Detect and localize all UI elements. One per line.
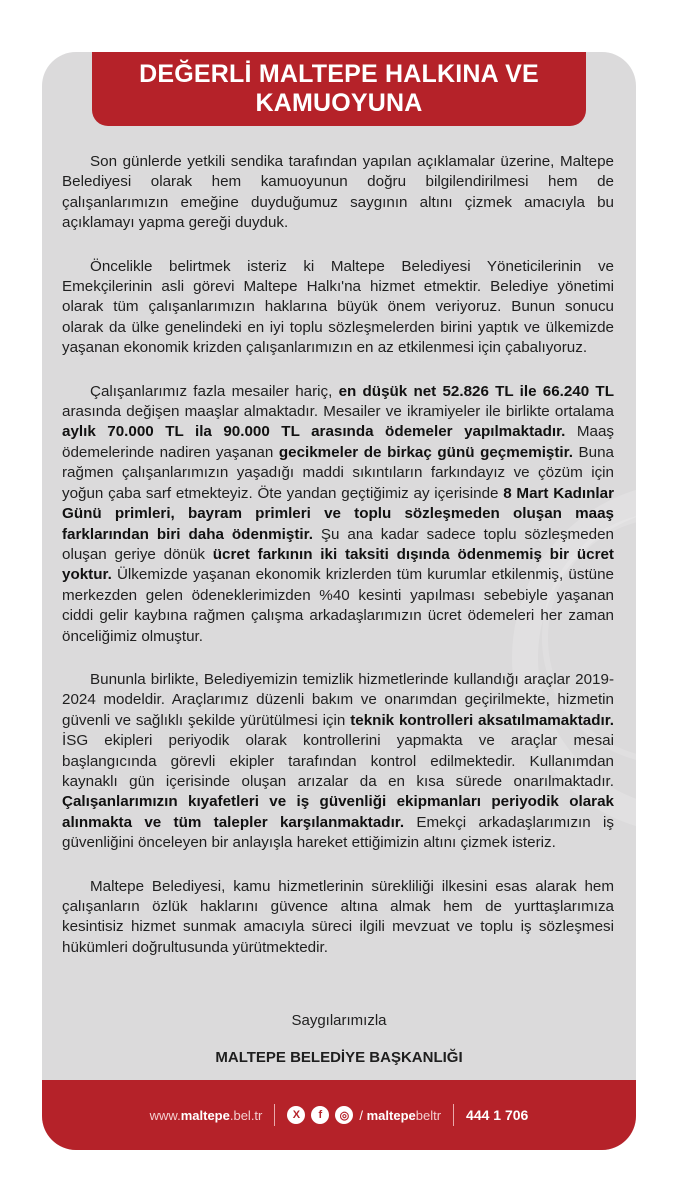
text-segment: İSG ekipleri periyodik olarak kontrollerini yapmakta ve araçlar mesai başlangıcında görevli ekipler tarafından kontrol edilmektedir. Kullanımdan kaynaklı gün içerisinde oluşan arızalar da en kısa sürede onarılmaktadır. — [62, 732, 614, 790]
social-bold: maltepe — [366, 1107, 416, 1123]
text-segment: Maaş ödemelerinde nadiren yaşanan — [62, 423, 615, 461]
web-prefix: www. — [149, 1107, 181, 1123]
text-segment: Son günlerde yetkili sendika tarafından yapılan açıklamalar üzerine, Maltepe Belediyesi olarak hem kamuoyunun doğru bilgilendirilmesi hem de çalışanlarımızın emeğine duyduğumuz saygının altını çizmek amacıyla bu açıklamayı yapma gereği duyduk. — [62, 153, 614, 232]
bold-text-segment: Çalışanlarımızın kıyafetleri ve iş güvenliği ekipmanları periyodik olarak alınmakta ve tüm talepler karşılanmaktadır. — [62, 793, 614, 831]
paragraph — [62, 670, 614, 854]
text-segment: Emekçi arkadaşlarımızın iş güvenliğini önceleyen bir anlayışla hareket ettiğimizin altını çizmek isteriz. — [62, 813, 614, 852]
instagram-icon[interactable]: ◎ — [335, 1106, 353, 1124]
text-segment: Çalışanlarımız fazla mesailer hariç, — [90, 382, 339, 400]
x-icon[interactable]: X — [287, 1106, 305, 1124]
web-suffix: .bel.tr — [229, 1107, 263, 1123]
bold-text-segment: aylık 70.000 TL ila 90.000 TL arasında ödemeler yapılmaktadır. — [62, 423, 566, 441]
bold-text-segment: ücret farkının iki taksiti dışında ödenmemiş bir ücret yoktur. — [62, 545, 614, 584]
paragraph — [62, 152, 614, 234]
phone-number[interactable]: 444 1 706 — [466, 1107, 529, 1123]
title-line-1: DEĞERLİ MALTEPE HALKINA VE — [139, 60, 539, 88]
footer — [42, 1080, 636, 1150]
social-suffix: beltr — [415, 1107, 442, 1123]
paragraph — [62, 382, 614, 647]
title-banner — [92, 52, 586, 126]
social-prefix: / — [359, 1107, 367, 1123]
website-link[interactable] — [150, 1108, 263, 1123]
divider — [274, 1104, 275, 1126]
text-segment: Bununla birlikte, Belediyemizin temizlik hizmetlerinde kullandığı araçlar 2019-2024 modeldir. Araçlarımız düzenli bakım ve onarımdan geçirilmekte, hizmetin güvenli ve sağlıklı şekilde yürütülmesi için — [62, 670, 614, 729]
announcement-card — [42, 52, 636, 1150]
facebook-icon[interactable]: f — [311, 1106, 329, 1124]
text-segment: Şu ana kadar sadece toplu sözleşmeden oluşan geriye dönük — [62, 525, 614, 563]
text-segment: arasında değişen maaşlar almaktadır. Mesailer ve ikramiyeler ile birlikte ortalama — [62, 403, 614, 421]
closing-greeting: Saygılarımızla — [291, 1012, 387, 1029]
text-segment: Öncelikle belirtmek isteriz ki Maltepe Belediyesi Yöneticilerinin ve Emekçilerinin asli görevi Maltepe Halkı'na hizmet etmektir. Belediye yönetimi olarak tüm çalışanlarımızın haklarına büyük önem veriyoruz. Bunun sonucu olarak da ülke genelindeki en iyi toplu sözleşmelerden birini yaptık ve ülkemizde yaşanan ekonomik krizden çalışanlarımızın en az etkilenmesi için çabalıyoruz. — [62, 257, 614, 357]
social-handle[interactable] — [359, 1108, 441, 1123]
title-line-2: KAMUOYUNA — [255, 89, 423, 117]
paragraph — [62, 877, 614, 959]
announcement-body — [62, 152, 614, 981]
bold-text-segment: en düşük net 52.826 TL ile 66.240 TL — [338, 382, 614, 400]
bold-text-segment: teknik kontrolleri aksatılmamaktadır. — [350, 711, 614, 729]
text-segment: Ülkemizde yaşanan ekonomik krizlerden tüm kurumlar etkilenmiş, üstüne merkezden gelen ödeneklerimizden %40 kesinti yapılması sebebiyle yaşanan ciddi gelir kaybına rağmen çalışma arkadaşlarımızın ücret ödemeleri her zaman önceliğimiz olmuştur. — [62, 566, 614, 645]
divider — [453, 1104, 454, 1126]
web-bold: maltepe — [180, 1107, 230, 1123]
signature: MALTEPE BELEDİYE BAŞKANLIĞI — [215, 1049, 463, 1066]
text-segment: Buna rağmen çalışanlarımızın yaşadığı maddi sıkıntıların farkındayız ve çözüm için yoğun çaba sarf etmekteyiz. Öte yandan geçtiğimiz ay içerisinde — [62, 443, 614, 502]
text-segment: Maltepe Belediyesi, kamu hizmetlerinin sürekliliği ilkesini esas alarak hem çalışanların özlük haklarını güvence altına almak hem de yurttaşlarımıza kesintisiz hizmet sunmak amacıyla süreci ilgili mevzuat ve toplu iş sözleşmesi hükümleri doğrultusunda yürütmektedir. — [62, 877, 614, 956]
bold-text-segment: gecikmeler de birkaç günü geçmemiştir. — [278, 443, 573, 461]
paragraph — [62, 257, 614, 359]
bold-text-segment: 8 Mart Kadınlar Günü primleri, bayram primleri ve toplu sözleşmeden oluşan maaş farklarından biri daha ödenmiştir. — [62, 484, 614, 543]
